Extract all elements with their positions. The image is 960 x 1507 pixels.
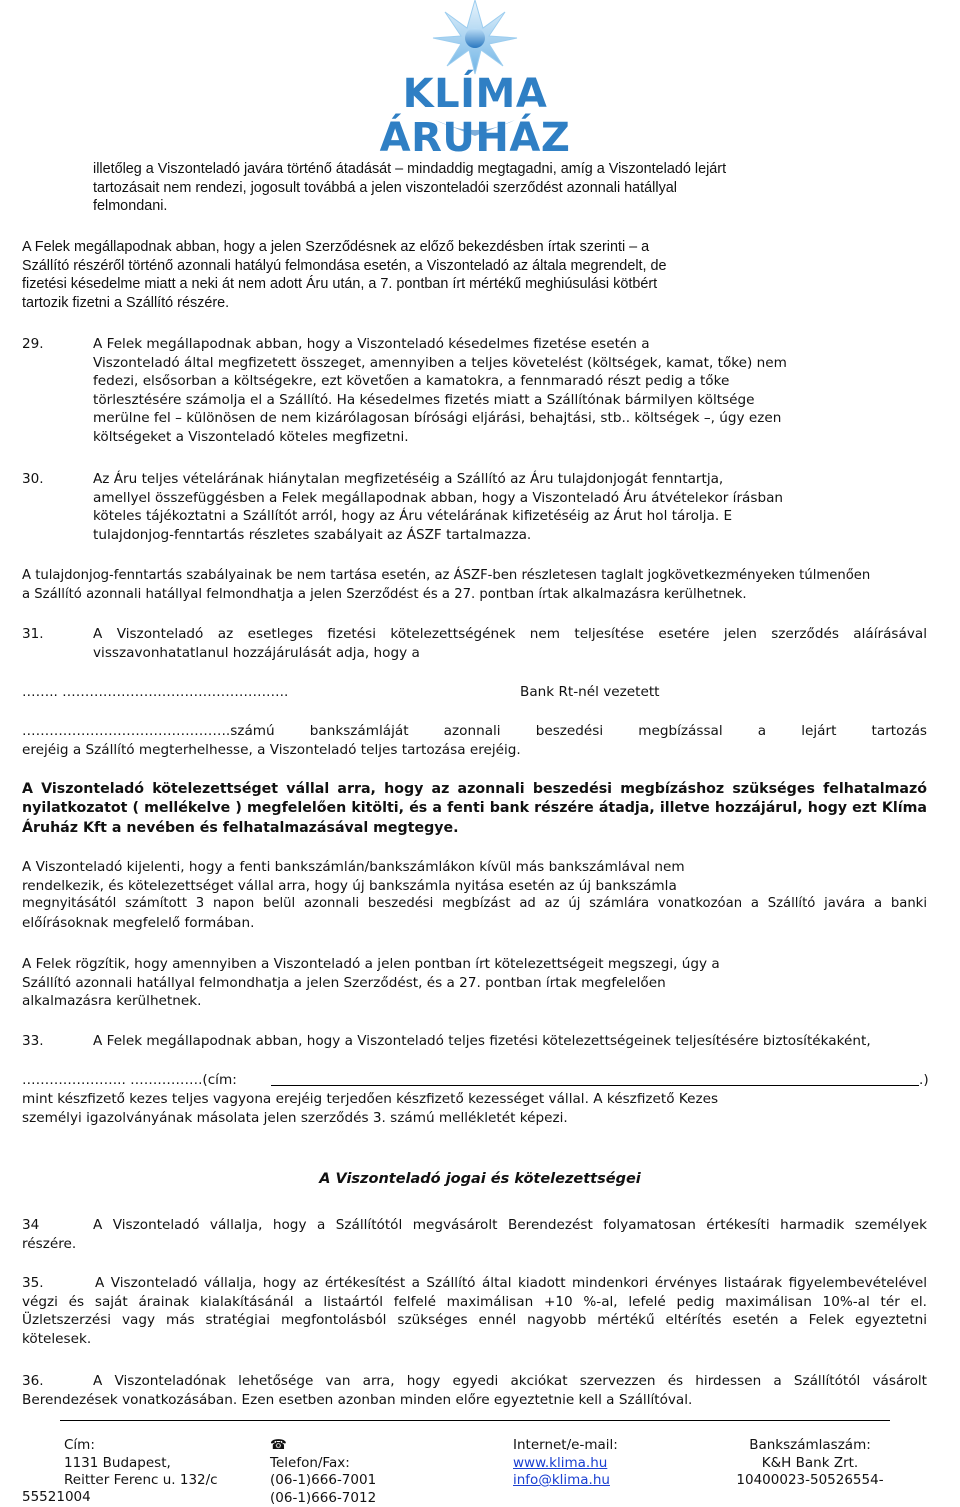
phone-label-row [270,1437,376,1472]
rogzitik-paragraph [22,955,927,1011]
footer-phone [270,1437,376,1507]
felek-paragraph [22,238,862,312]
item-number: 35. [22,1274,95,1293]
address-line-1: 1131 Budapest, [64,1455,218,1473]
text-line: A Viszonteladó az esetleges fizetési kötelezettségének nem teljesítése esetére jelen szerződés aláírásával [93,625,927,644]
address-line-2: Reitter Ferenc u. 132/c [64,1472,218,1490]
item-33-text: A Felek megállapodnak abban, hogy a Viszonteladó teljes fizetési kötelezettségeinek teljesítésére biztosítékaként, [93,1032,933,1051]
klima-aruhaz-logo [325,0,625,140]
text-line: erejéig a Szállító megterhelhesse, a Viszonteladó teljes tartozása erejéig. [22,741,927,760]
text-line: köteles tájékoztatni a Szállítót arról, hogy az Áru vételárának kifizetéséig az Árut hol tárolja. E [93,507,853,526]
text-line: Szállító részéről történő azonnali hatályú felmondása esetén, a Viszonteladó az általa megrendelt, de [22,257,862,276]
text-line: amellyel összefüggésben a Felek megállapodnak abban, hogy a Viszonteladó Áru átvételekor írásban [93,489,853,508]
logo-text: KLÍMA ÁRUHÁZ [325,72,625,160]
text-line: A Felek megállapodnak abban, hogy a jelen Szerződésnek az előző bekezdésben írtak szerinti – a [22,238,862,257]
address-blank-line [271,1085,919,1086]
text-line: tulajdonjog-fenntartás részletes szabályait az ÁSZF tartalmazza. [93,526,853,545]
item-36 [22,1372,927,1409]
text-line: A Viszonteladó kijelenti, hogy a fenti bankszámlán/bankszámlákon kívül más bankszámlával nem [22,858,927,877]
text-line: Viszonteladó által megfizetett összeget, amennyiben a teljes követelést (költségek, kamat, tőke) nem [93,354,853,373]
text-line: A tulajdonjog-fenntartás szabályainak be nem tartása esetén, az ÁSZF-ben részletesen taglalt jogkövetkezményeken túlmenően [22,567,942,586]
item-30-text [93,470,853,544]
text-line: tartozik fizetni a Szállító részére. [22,294,862,313]
cim-line-start: ………………….. …………….(cím: [22,1071,237,1090]
bank-label: Bankszámlaszám: [705,1437,915,1455]
item-35 [22,1274,927,1348]
section-heading: A Viszonteladó jogai és kötelezettségei [0,1171,960,1187]
text-line: visszavonhatatlanul hozzájárulását adja, hogy a [93,644,927,663]
footer-address [64,1437,218,1490]
bold-paragraph [22,780,927,838]
text-line: Áruház Kft a nevében és felhatalmazásával megtegye. [22,819,927,838]
phone-line-2: (06-1)666-7012 [270,1490,376,1507]
text-line [22,1274,927,1293]
item-number: 36. [22,1372,93,1391]
item-34 [22,1216,927,1253]
item-36-first-line: A Viszonteladónak lehetősége van arra, hogy egyedi akciókat szervezzen és hirdessen a Szállítótól vásárolt [93,1373,927,1389]
text-line: Berendezések vonatkozásában. Ezen esetben azonban minden előre egyeztetnie kell a Szállítóval. [22,1391,927,1410]
item-number: 31. [22,625,44,644]
item-number: 29. [22,335,44,354]
telephone-icon: ☎ [270,1437,376,1455]
internet-label: Internet/e-mail: [513,1437,618,1455]
text-line: felmondani. [93,197,853,216]
text-line: A Viszonteladó kötelezettséget vállal arra, hogy az azonnali beszedési megbízáshoz szükséges felhatalmazó [22,780,927,799]
text-line: előírásoknak megfelelő formában. [22,914,927,933]
text-line: törlesztésére számolja el a Szállító. Ha késedelmes fizetés miatt a Szállítónak bármilyen költsége [93,391,853,410]
text-line: alkalmazásra kerülhetnek. [22,992,927,1011]
text-line: fizetési késedelme miatt a neki át nem adott Áru után, a 7. pontban írt mértékű meghiúsulási kötbért [22,275,862,294]
item-31-text [93,625,927,662]
text-line: Üzletszerzési vagy más stratégiai megfontolásból szükséges ennél nagyobb mértékű eltérítés esetén a Felek egyeztetni [22,1311,927,1330]
intro-paragraph [93,160,853,216]
tulajdonjog-paragraph [22,567,942,604]
kijelenti-paragraph [22,858,927,932]
text-line: Az Áru teljes vételárának hiánytalan megfizetéséig a Szállító az Áru tulajdonjogát fenntartja, [93,470,853,489]
text-line [22,1216,927,1235]
bank-account: 10400023-50526554- [705,1472,915,1490]
item-number: 30. [22,470,44,489]
item-number: 34 [22,1216,93,1235]
text-line: ……………………………………….számú bankszámláját azonnali beszedési megbízással a lejárt tartozás [22,722,927,741]
text-line: fedezi, elsősorban a költségekre, ezt követően a kamatokra, a fennmaradó részt pedig a tőke [93,372,853,391]
text-line: merülne fel – különösen de nem kizárólagosan bírósági eljárási, behajtási, stb.. költségek –, úgy ezen [93,409,853,428]
text-line: kötelesek. [22,1330,927,1349]
bank-label: Bank Rt-nél vezetett [520,683,659,702]
footer-bank [705,1437,915,1490]
text-line: költségeket a Viszonteladó köteles megfizetni. [93,428,853,447]
text-line: személyi igazolványának másolata jelen szerződés 3. számú mellékletét képezi. [22,1109,927,1128]
bank-name: K&H Bank Zrt. [705,1455,915,1473]
bank-dots: …….. ………………………………………….. [22,683,288,702]
phone-label: Telefon/Fax: [270,1455,350,1471]
text-line: végzi és saját árainak kialakításánál a listaártól felfelé maximálisan +10 %-al, lefelé pedig maximálisan 10%-al tér el. [22,1293,927,1312]
text-line: nyilatkozatot ( mellékelve ) megfelelően kitölti, és a fenti bank részére átadja, illetve hozzájárul, hogy ezt Klíma [22,799,927,818]
text-line: A Felek rögzítik, hogy amennyiben a Viszonteladó a jelen pontban írt kötelezettségeit megszegi, úgy a [22,955,927,974]
text-line: rendelkezik, és kötelezettséget vállal arra, hogy új bankszámla nyitása esetén az új bankszámla [22,877,927,896]
address-line-3: 55521004 [22,1489,91,1507]
keszfizeto-paragraph [22,1090,927,1127]
text-line: részére. [22,1235,927,1254]
text-line: mint készfizető kezes teljes vagyona erejéig terjedően készfizető kezességet vállal. A készfizető Kezes [22,1090,927,1109]
text-line: tartozásait nem rendezi, jogosult továbbá a jelen viszonteladói szerződést azonnali hatállyal [93,179,853,198]
text-line: a Szállító azonnali hatállyal felmondhatja a jelen Szerződést és a 27. pontban írtak alkalmazásra kerülhetnek. [22,586,942,605]
footer-divider [60,1420,890,1421]
szamu-paragraph [22,722,927,759]
phone-line-1: (06-1)666-7001 [270,1472,376,1490]
text-line: illetőleg a Viszonteladó javára történő átadását – mindaddig megtagadni, amíg a Viszonteladó lejárt [93,160,853,179]
item-29-text [93,335,853,447]
text-line: Szállító azonnali hatállyal felmondhatja a jelen Szerződést, és a 27. pontban írtak megfelelően [22,974,927,993]
text-line [22,1372,927,1391]
item-34-first-line: A Viszonteladó vállalja, hogy a Szállítótól megvásárolt Berendezést folyamatosan értékesíti harmadik személyek [93,1217,927,1233]
address-label: Cím: [64,1437,218,1455]
email-link[interactable]: info@klima.hu [513,1472,618,1490]
text-line: megnyitásától számított 3 napon belül azonnali beszedési megbízást ad az új számlára vonatkozóan a Szállító javára a banki [22,895,927,914]
text-line: A Felek megállapodnak abban, hogy a Viszonteladó késedelmes fizetése esetén a [93,335,853,354]
item-35-first-line: A Viszonteladó vállalja, hogy az értékesítést a Szállító által kiadott mindenkori érvényes listaárak figyelembevételével [95,1275,927,1291]
footer-internet [513,1437,618,1490]
cim-line-end: .) [919,1071,929,1090]
website-link[interactable]: www.klima.hu [513,1455,618,1473]
item-number: 33. [22,1032,44,1051]
